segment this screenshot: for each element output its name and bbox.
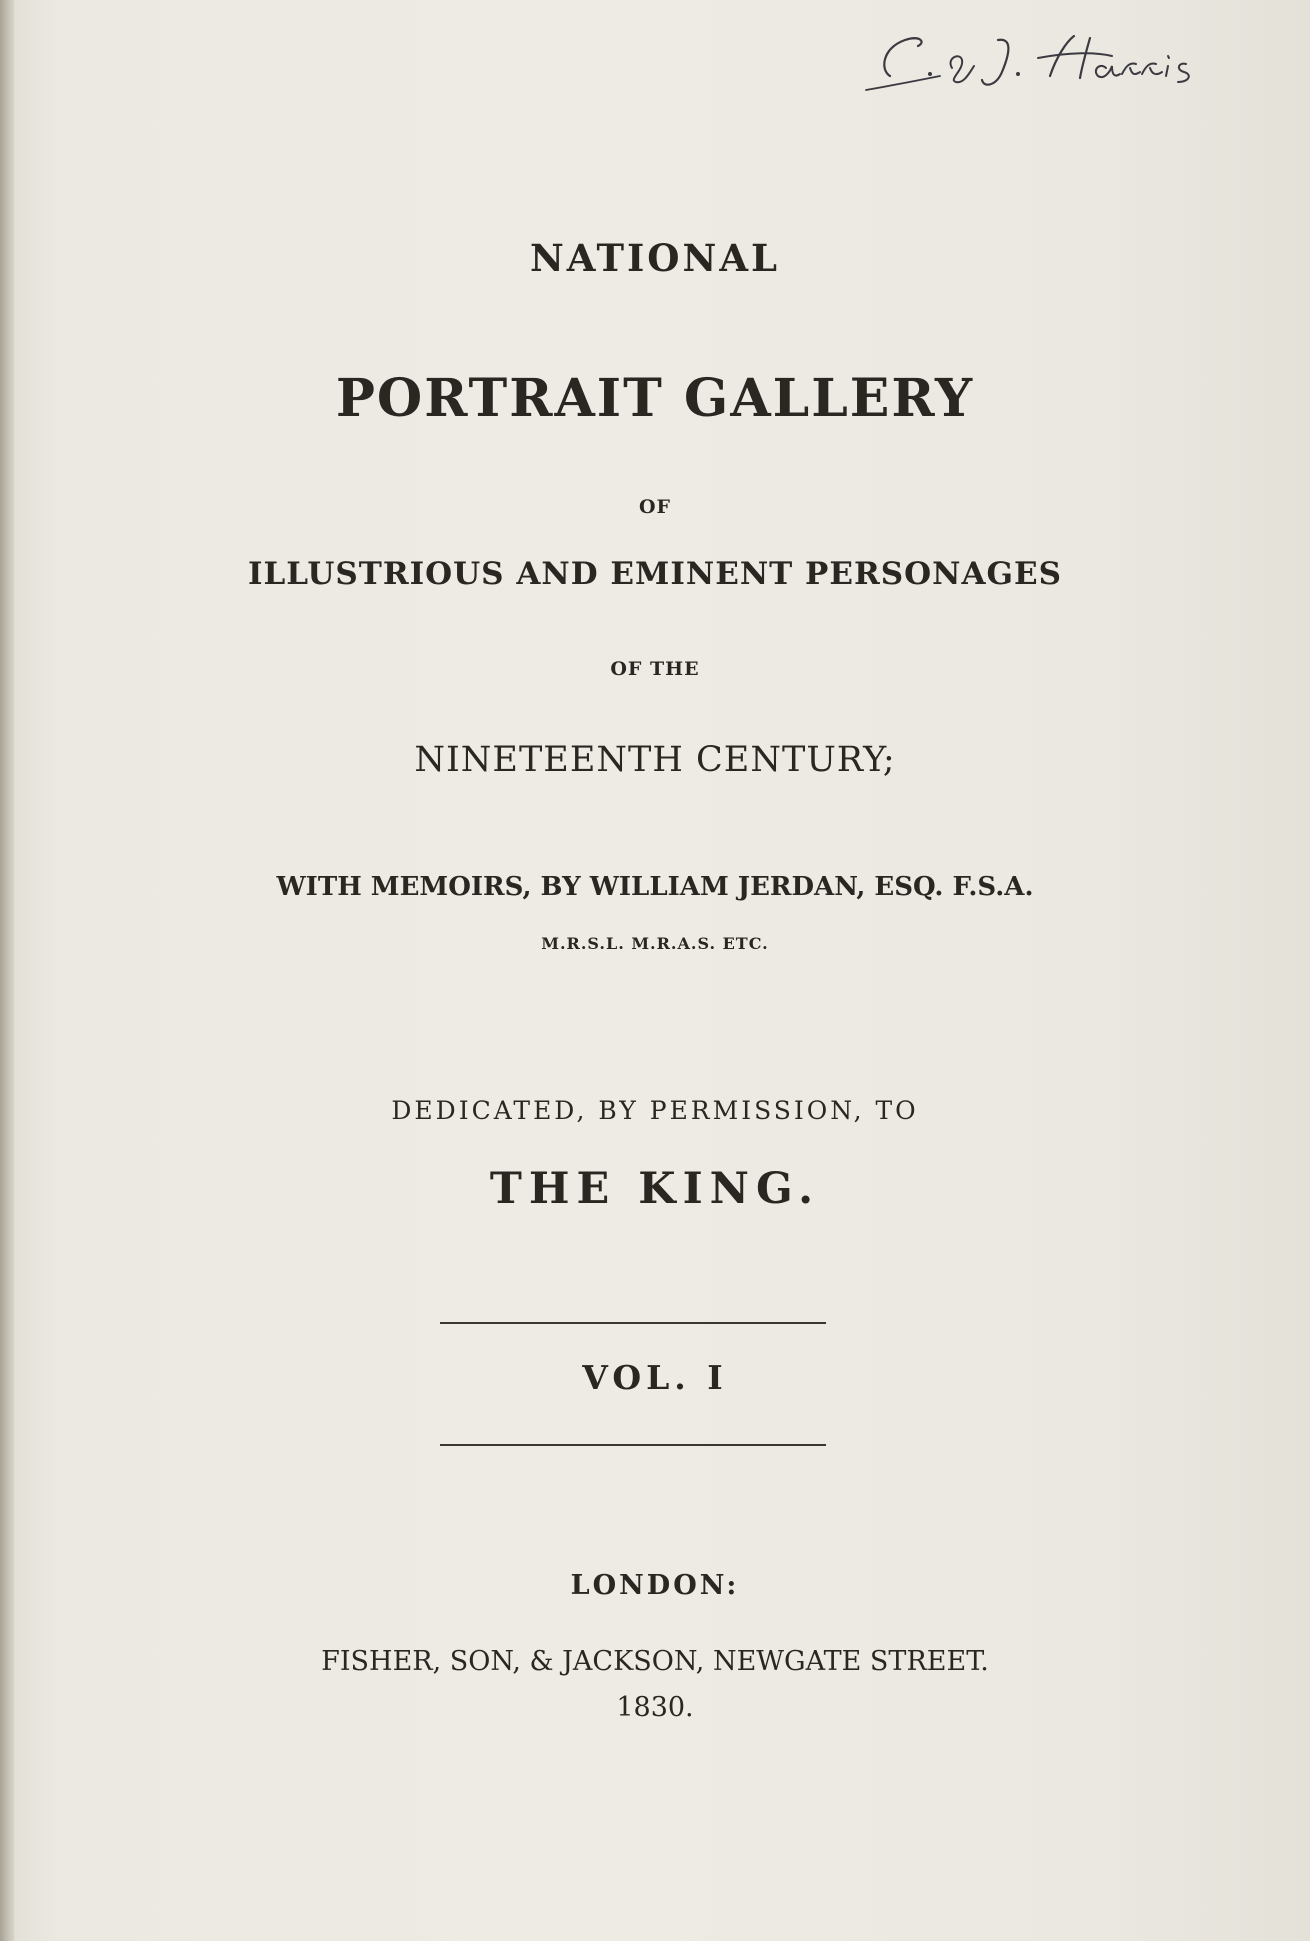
- title-line-nineteenth-century: NINETEENTH CENTURY;: [414, 740, 896, 780]
- imprint-year: 1830.: [616, 1692, 694, 1723]
- imprint-publisher: FISHER, SON, & JACKSON, NEWGATE STREET.: [321, 1646, 989, 1677]
- title-line-illustrious: ILLUSTRIOUS AND EMINENT PERSONAGES: [247, 556, 1062, 592]
- title-line-portrait-gallery: PORTRAIT GALLERY: [335, 368, 975, 429]
- credentials-line: M.R.S.L. M.R.A.S. ETC.: [541, 934, 769, 953]
- memoirs-line: WITH MEMOIRS, BY WILLIAM JERDAN, ESQ. F.S.A.: [276, 872, 1034, 902]
- divider-top: [440, 1322, 826, 1324]
- dedicatee-line: THE KING.: [489, 1164, 821, 1214]
- volume-label: VOL. I: [582, 1358, 728, 1397]
- divider-bottom: [440, 1444, 826, 1446]
- dedication-line: DEDICATED, BY PERMISSION, TO: [391, 1096, 919, 1125]
- title-line-national: NATIONAL: [529, 236, 781, 280]
- title-line-of-the: OF THE: [610, 658, 700, 680]
- imprint-city: LONDON:: [570, 1570, 740, 1601]
- handwritten-signature: [860, 18, 1260, 98]
- title-line-of: OF: [638, 496, 672, 518]
